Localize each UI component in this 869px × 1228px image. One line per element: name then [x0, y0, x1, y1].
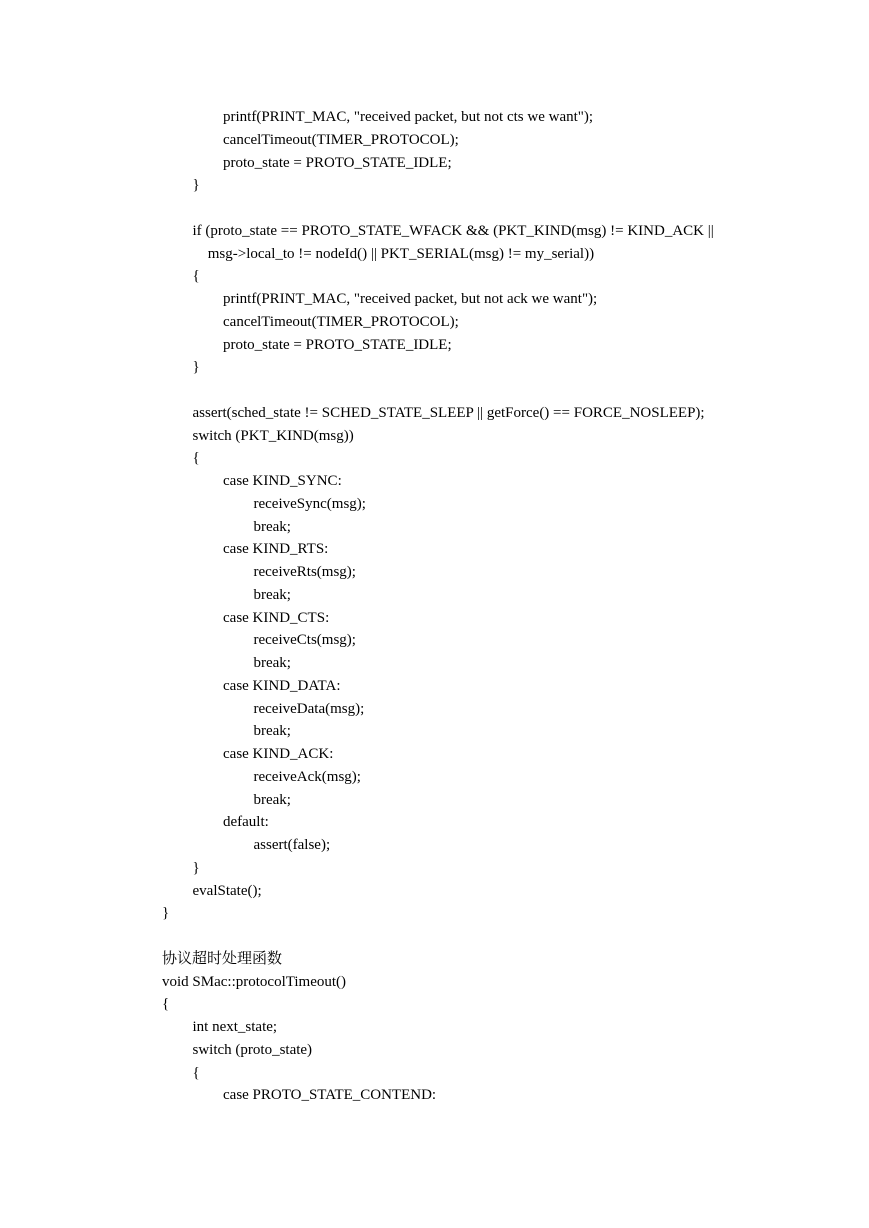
code-line: proto_state = PROTO_STATE_IDLE;: [223, 154, 452, 171]
code-line: }: [162, 905, 170, 922]
code-line: }: [192, 859, 200, 876]
code-line: default:: [223, 814, 269, 831]
code-line: break;: [253, 655, 291, 671]
code-line: }: [192, 177, 200, 194]
code-line: cancelTimeout(TIMER_PROTOCOL);: [223, 313, 459, 330]
code-line: break;: [253, 586, 291, 603]
code-line: }: [192, 359, 200, 376]
code-line: break;: [253, 723, 291, 740]
code-line: {: [192, 1064, 200, 1081]
code-line: {: [162, 996, 170, 1013]
code-line: switch (PKT_KIND(msg)): [192, 427, 354, 444]
code-line: receiveCts(msg);: [253, 632, 356, 649]
code-line: msg->local_to != nodeId() || PKT_SERIAL(msg) != my_serial)): [207, 245, 595, 262]
code-line: printf(PRINT_MAC, "received packet, but not ack we want");: [223, 291, 598, 307]
code-line: case KIND_SYNC:: [223, 473, 342, 489]
code-line: receiveAck(msg);: [253, 768, 361, 785]
code-line: break;: [253, 791, 291, 808]
code-line: case PROTO_STATE_CONTEND:: [223, 1087, 437, 1104]
code-line: {: [192, 268, 200, 285]
code-line: printf(PRINT_MAC, "received packet, but not cts we want");: [223, 109, 594, 125]
code-line: receiveRts(msg);: [253, 564, 356, 580]
code-line: case KIND_RTS:: [223, 541, 329, 558]
code-line: if (proto_state == PROTO_STATE_WFACK && (PKT_KIND(msg) != KIND_ACK ||: [192, 222, 714, 239]
code-line: assert(false);: [253, 837, 331, 853]
code-line: int next_state;: [192, 1019, 278, 1035]
code-line: cancelTimeout(TIMER_PROTOCOL);: [223, 131, 459, 148]
code-line: void SMac::protocolTimeout(): [162, 973, 347, 990]
code-line: case KIND_DATA:: [223, 677, 341, 694]
code-line: break;: [253, 518, 291, 535]
code-line: receiveSync(msg);: [253, 495, 366, 512]
code-line: receiveData(msg);: [253, 700, 365, 717]
code-line: proto_state = PROTO_STATE_IDLE;: [223, 336, 452, 353]
code-line: case KIND_ACK:: [223, 746, 334, 762]
code-line: evalState();: [192, 882, 262, 899]
code-line: case KIND_CTS:: [223, 609, 330, 626]
code-line: assert(sched_state != SCHED_STATE_SLEEP || getForce() == FORCE_NOSLEEP);: [192, 404, 705, 421]
code-line: switch (proto_state): [192, 1041, 313, 1058]
code-line: 协议超时处理函数: [162, 950, 283, 967]
code-line: {: [192, 450, 200, 467]
